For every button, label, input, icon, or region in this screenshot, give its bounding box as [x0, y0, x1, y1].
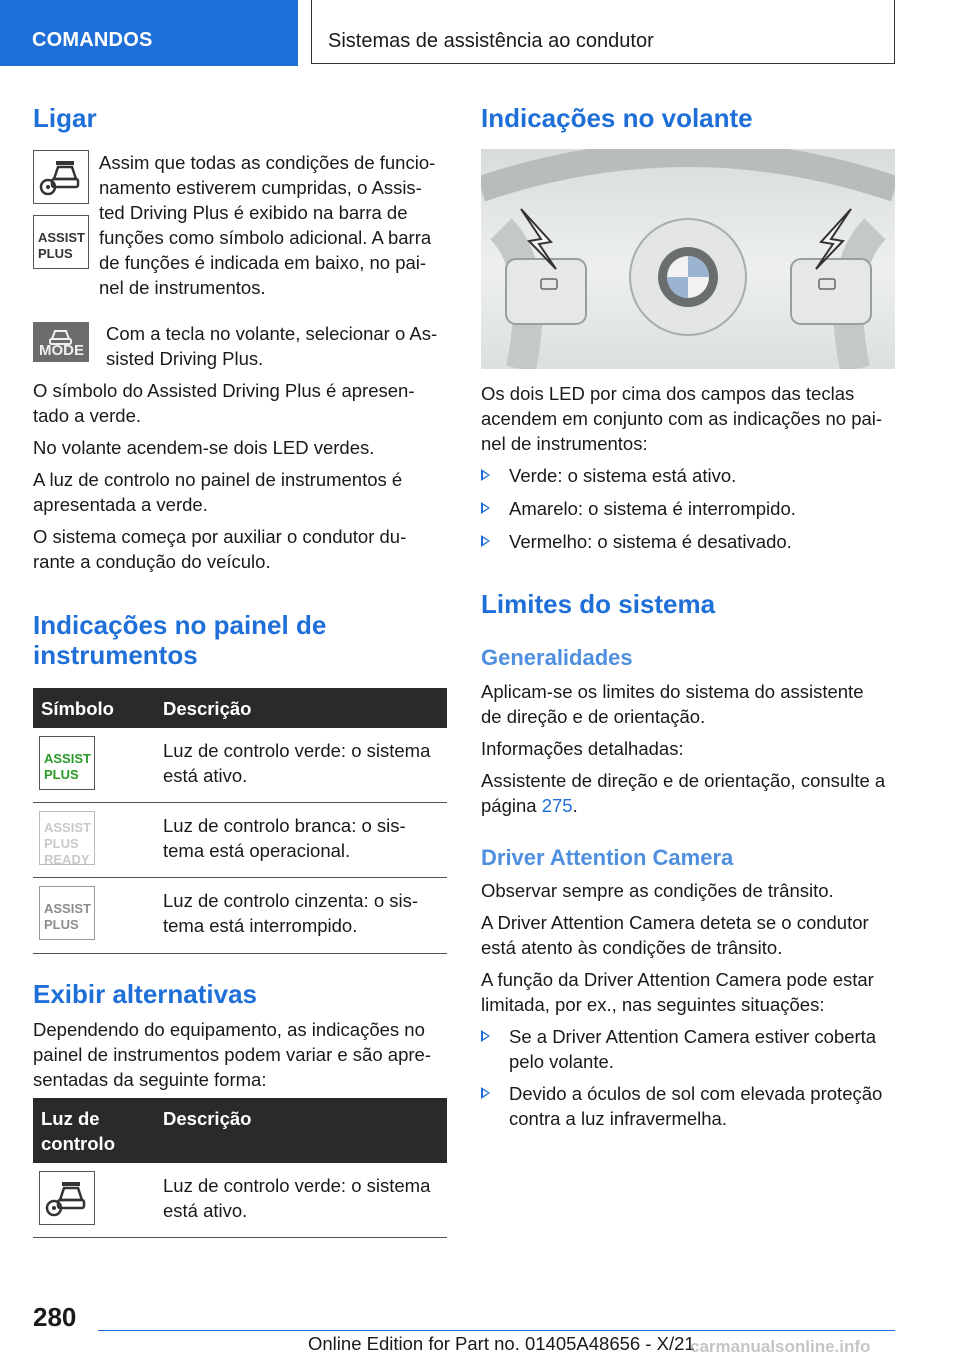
assist-plus-grey-icon: ASSIST PLUS: [39, 886, 95, 940]
paragraph-control-light: A luz de controlo no painel de instrumentos é apresentada a verde.: [33, 469, 403, 515]
ligar-intro: Assim que todas as condições de funcio- namento estiverem cumpridas, o Assis- ted Driving Plus é exibido na barra de funções como símbolo adicional. A barra de funções é indicada em baixo, no pai- nel de instrumentos.: [99, 152, 436, 298]
page-link[interactable]: 275: [541, 795, 573, 816]
paragraph-system-start: O sistema começa por auxiliar o condutor du- rante a condução do veículo.: [33, 526, 407, 572]
assist-plus-ready-icon: ASSIST PLUS READY: [39, 811, 95, 865]
section-tab: [0, 0, 298, 66]
heading-ligar: Ligar: [33, 103, 97, 133]
camera-p2: A Driver Attention Camera deteta se o condutor está atento às condições de trânsito.: [481, 912, 869, 958]
assist-plus-green-icon: ASSIST PLUS: [39, 736, 95, 790]
volante-text: Os dois LED por cima dos campos das teclas acendem em conjunto com as indicações no pai- nel de instrumentos:: [481, 383, 883, 454]
section-title: COMANDOS: [32, 29, 153, 51]
table-row: Luz de controlo verde: o sistema está ativo.: [33, 1163, 447, 1238]
chapter-header: [311, 0, 895, 64]
bullet-triangle-icon: [481, 1087, 490, 1099]
steering-car-icon: [33, 150, 89, 204]
table-header: Símbolo Descrição: [33, 688, 447, 728]
chapter-title: Sistemas de assistência ao condutor: [328, 30, 654, 52]
info-label: Informações detalhadas:: [481, 738, 684, 759]
footer-divider: [98, 1330, 895, 1331]
page-reference: Assistente de direção e de orientação, consulte a página 275.: [481, 770, 886, 816]
table-header: Luz de controlo Descrição: [33, 1098, 447, 1163]
camera-p3: A função da Driver Attention Camera pode estar limitada, por ex., nas seguintes situações:: [481, 969, 874, 1015]
heading-painel: Indicações no painel de instrumentos: [33, 610, 327, 670]
heading-generalidades: Generalidades: [481, 645, 633, 670]
watermark: carmanualsonline.info: [690, 1337, 871, 1356]
bullet-triangle-icon: [481, 1030, 490, 1042]
mode-instruction: Com a tecla no volante, selecionar o As- sisted Driving Plus.: [106, 323, 438, 369]
heading-limites: Limites do sistema: [481, 589, 716, 619]
assist-plus-icon: ASSIST PLUS: [33, 215, 89, 269]
page-number: 280: [33, 1302, 77, 1332]
edition-footer: Online Edition for Part no. 01405A48656 - X/21: [308, 1333, 695, 1354]
table-row: ASSIST PLUS Luz de controlo verde: o sistema está ativo.: [33, 728, 447, 803]
mode-button-icon: MODE: [33, 322, 89, 362]
heading-camera: Driver Attention Camera: [481, 845, 734, 870]
table-row: ASSIST PLUS Luz de controlo cinzenta: o sis-tema está interrompido.: [33, 878, 447, 954]
steering-wheel-illustration: [481, 149, 895, 369]
bullet-triangle-icon: [481, 502, 490, 514]
heading-volante: Indicações no volante: [481, 103, 753, 133]
table-row: ASSIST PLUS READY Luz de controlo branca: o sis-tema está operacional.: [33, 803, 447, 878]
paragraph-led: No volante acendem-se dois LED verdes.: [33, 437, 375, 458]
camera-p1: Observar sempre as condições de trânsito.: [481, 880, 834, 901]
paragraph-symbol: O símbolo do Assisted Driving Plus é apresen- tado a verde.: [33, 380, 415, 426]
alternativas-text: Dependendo do equipamento, as indicações no painel de instrumentos podem variar e são apre- sentadas da seguinte forma:: [33, 1019, 431, 1090]
bullet-triangle-icon: [481, 535, 490, 547]
heading-alternativas: Exibir alternativas: [33, 979, 257, 1009]
bullet-triangle-icon: [481, 469, 490, 481]
steering-car-icon: [39, 1171, 95, 1225]
generalidades-text: Aplicam-se os limites do sistema do assistente de direção e de orientação.: [481, 681, 864, 727]
